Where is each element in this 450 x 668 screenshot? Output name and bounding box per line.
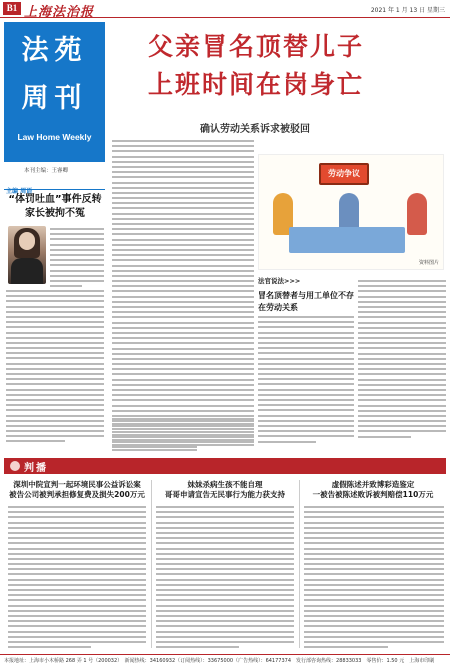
main-story-body [112, 140, 254, 451]
court-desk [289, 227, 405, 253]
banner-title-line1: 法苑 [21, 35, 88, 66]
portrait-body [11, 258, 43, 284]
commentary-title-line2: 在劳动关系 [258, 303, 298, 312]
commentary-body-left [258, 316, 354, 446]
gavel-icon [10, 461, 20, 471]
illustration-credit: 资料图片 [418, 260, 439, 266]
commentary-title-line1: 冒名顶替者与用工单位不存 [258, 291, 354, 300]
bottom-story-1-title[interactable] [6, 480, 148, 500]
sidebar-title-line2: 家长被拘不冤 [25, 208, 85, 219]
commentary-label: 法官说法>>> [258, 277, 301, 285]
commentary-title[interactable] [258, 290, 354, 314]
section-header-bar [4, 458, 446, 474]
bottom-story-3-title[interactable] [302, 480, 444, 500]
section-title: 判播 [24, 463, 48, 474]
sidebar-title-line1: “体罚吐血”事件反转 [8, 194, 102, 205]
figure-right [407, 193, 427, 235]
bottom-story-2-body [156, 506, 294, 651]
main-subhead: 确认劳动关系诉求被驳回 [200, 124, 310, 135]
main-headline[interactable] [148, 28, 444, 104]
sidebar-label-text: 主编 周语 [6, 188, 33, 195]
page-footer: 本报地址：上海市小木桥路 268 弄 1 号（200032） 新闻热线：34160932（订阅热线）：33675000（广告热线）：64177374 发行部咨询热线：28833033 零售价：1.50 元 上海市印刷 [0, 654, 450, 668]
sidebar-headline[interactable] [6, 193, 104, 221]
bottom-story-1-line2: 被告公司被判承担修复费及损失200万元 [9, 490, 145, 499]
headline-line2: 上班时间在岗身亡 [148, 70, 365, 99]
section-banner [4, 22, 105, 162]
commentary-body-right [358, 280, 446, 441]
portrait-face [19, 232, 35, 250]
sidebar-body-text [6, 290, 104, 446]
bottom-story-3-line1: 虚假陈述并致博彩造鉴定 [331, 480, 415, 489]
bottom-story-3-line2: 一被告被陈述败诉被判赔偿110万元 [312, 490, 434, 499]
banner-title-line2: 周刊 [21, 83, 88, 114]
banner-english-title: Law Home Weekly [17, 132, 92, 142]
labor-dispute-illustration [258, 154, 444, 270]
labor-dispute-sign: 劳动争议 [319, 163, 369, 185]
page-header [0, 0, 450, 18]
bottom-story-1-line1: 深圳中院宣判一起环境民事公益诉讼案 [13, 480, 141, 489]
bottom-story-2-title[interactable] [154, 480, 296, 500]
page-number-badge: B1 [3, 2, 21, 15]
author-portrait [8, 226, 46, 284]
newspaper-masthead: 上海法治报 [24, 5, 95, 20]
sidebar-section-label [4, 178, 105, 195]
headline-line1: 父亲冒名顶替儿子 [148, 32, 365, 61]
main-story-body-end [112, 418, 254, 454]
bottom-story-3-body [304, 506, 444, 651]
bottom-story-2-line2: 哥哥申请宣告无民事行为能力获支持 [165, 490, 285, 499]
column-divider-1 [151, 480, 152, 648]
issue-date: 2021 年 1 月 13 日 星期三 [370, 7, 445, 14]
sidebar-body-text-top [50, 228, 104, 290]
bottom-story-1-body [8, 506, 146, 651]
banner-editor-credit: 本刊主编：王睿卿 [24, 168, 69, 174]
column-divider-2 [299, 480, 300, 648]
bottom-story-2-line1: 妹妹杀病生孩不能自理 [187, 480, 263, 489]
